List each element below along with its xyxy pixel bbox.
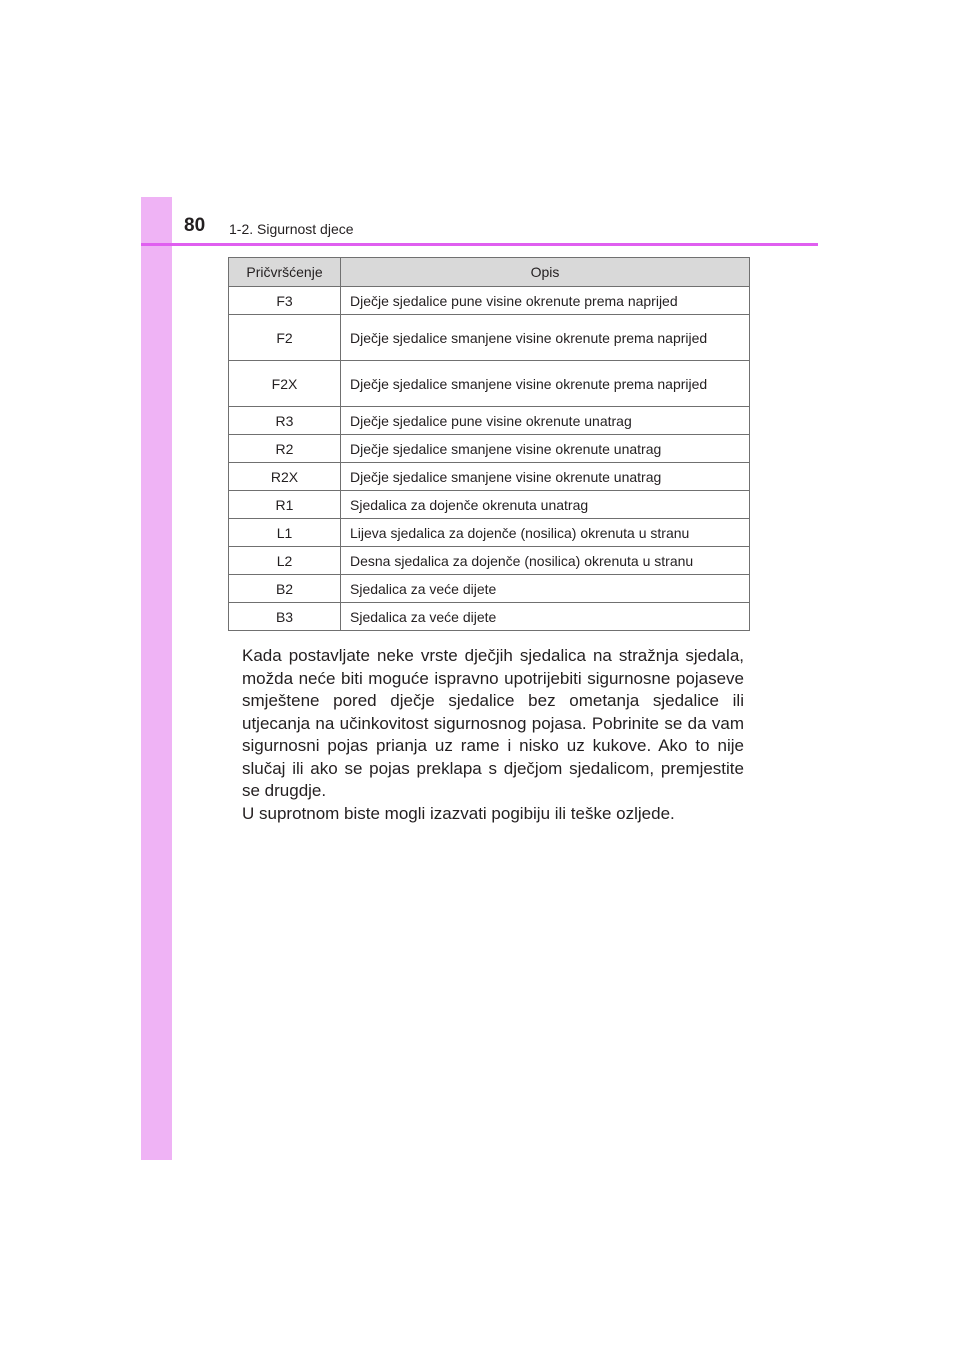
table-row [229,547,750,575]
column-header-description: Opis [341,258,750,287]
header-rule [141,243,818,246]
fixture-code: F3 [229,287,341,315]
table-row [229,491,750,519]
fixture-table [228,257,750,631]
fixture-code: F2 [229,315,341,361]
fixture-description: Lijeva sjedalica za dojenče (nosilica) okrenuta u stranu [341,519,750,547]
table-header-row [229,258,750,287]
fixture-description: Dječje sjedalice pune visine okrenute unatrag [341,407,750,435]
consequence-paragraph: U suprotnom biste mogli izazvati pogibiju ili teške ozljede. [242,803,675,823]
fixture-code: R2X [229,463,341,491]
fixture-description: Sjedalica za veće dijete [341,575,750,603]
fixture-description: Dječje sjedalice smanjene visine okrenute unatrag [341,463,750,491]
table-row [229,407,750,435]
fixture-code: B2 [229,575,341,603]
table-row [229,575,750,603]
fixture-description-text: Dječje sjedalice smanjene visine okrenute prema naprijed [350,375,708,392]
page-number: 80 [184,215,206,236]
fixture-description: Dječje sjedalice smanjene visine okrenute unatrag [341,435,750,463]
fixture-description: Desna sjedalica za dojenče (nosilica) okrenuta u stranu [341,547,750,575]
table-row [229,361,750,407]
fixture-code: L1 [229,519,341,547]
fixture-code: F2X [229,361,341,407]
table-row [229,519,750,547]
fixture-description-text: Dječje sjedalice smanjene visine okrenute prema naprijed [350,329,708,346]
section-title: 1-2. Sigurnost djece [229,221,354,237]
fixture-code: R1 [229,491,341,519]
table-row [229,315,750,361]
fixture-description [341,361,750,407]
warning-body-text [242,645,744,825]
table-row [229,435,750,463]
fixture-code: B3 [229,603,341,631]
fixture-description: Sjedalica za dojenče okrenuta unatrag [341,491,750,519]
column-header-fixture: Pričvršćenje [229,258,341,287]
fixture-code: L2 [229,547,341,575]
fixture-description: Dječje sjedalice pune visine okrenute prema naprijed [341,287,750,315]
side-color-band [141,197,172,1160]
table-row [229,287,750,315]
table-row [229,463,750,491]
warning-paragraph: Kada postavljate neke vrste dječjih sjedalica na stražnja sjedala, možda neće biti moguće ispravno upotrijebiti sigurnosne pojaseve smještene pored dječje sjedalice bez ometanja sjedalice ili utjecanja na učinkovitost sigurnosnog pojasa. Pobrinite se da vam sigurnosni pojas prianja uz rame i nisko uz kukove. Ako to nije slučaj ili ako se pojas preklapa s dječjom sjedalicom, premjestite se drugdje. [242,646,744,800]
table-row [229,603,750,631]
fixture-code: R2 [229,435,341,463]
fixture-description [341,315,750,361]
fixture-code: R3 [229,407,341,435]
fixture-description: Sjedalica za veće dijete [341,603,750,631]
